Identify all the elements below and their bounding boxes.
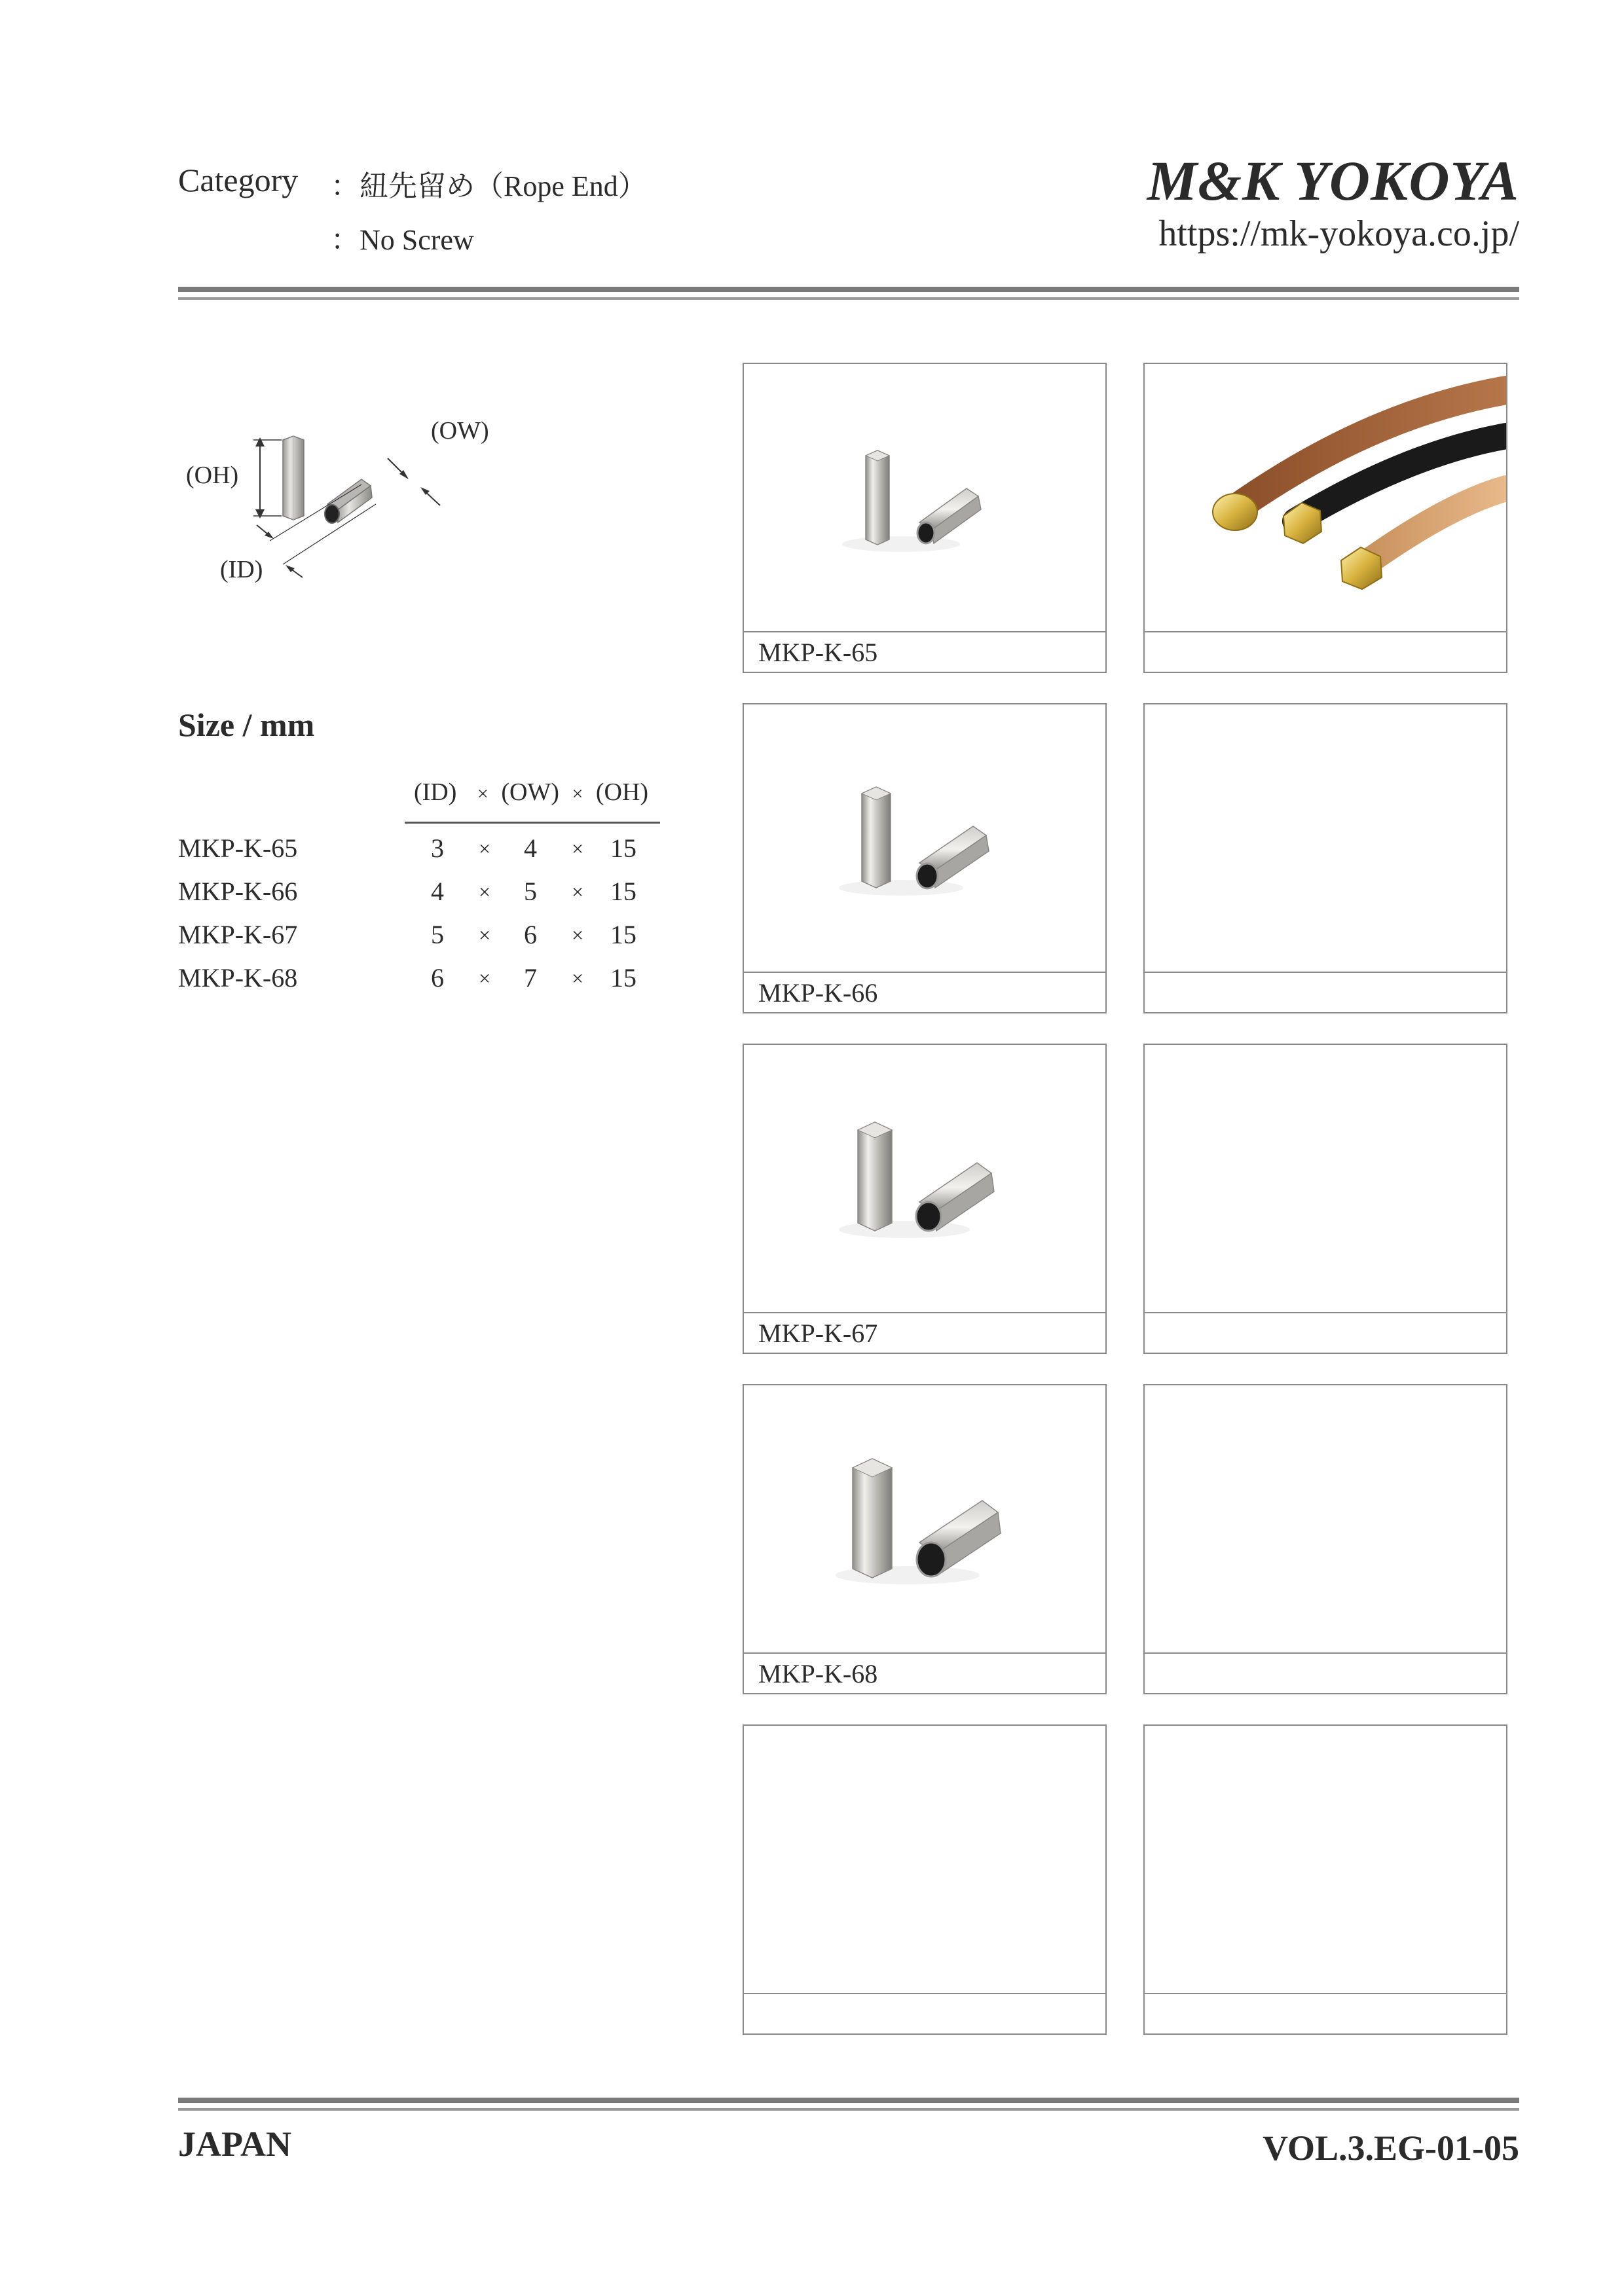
oh-value: 15 — [610, 877, 637, 906]
id-value: 6 — [431, 963, 444, 993]
product-caption — [1145, 1993, 1506, 2033]
empty-photo — [1145, 704, 1506, 973]
brand-logo: M&K YOKOYA — [1147, 149, 1519, 212]
times-sign: × — [571, 966, 584, 990]
footer-rule-top — [178, 2098, 1519, 2103]
ow-value: 7 — [524, 963, 537, 993]
oh-value: 15 — [610, 833, 637, 863]
table-row — [178, 962, 676, 1006]
product-photo — [744, 1045, 1105, 1313]
product-caption: MKP-K-66 — [744, 972, 1105, 1012]
footer-country: JAPAN — [178, 2124, 291, 2164]
product-caption — [1145, 972, 1506, 1012]
id-value: 5 — [431, 920, 444, 949]
product-caption: MKP-K-67 — [744, 1312, 1105, 1353]
dimension-diagram — [172, 406, 538, 602]
product-caption: MKP-K-65 — [744, 631, 1105, 672]
header-times-1: × — [477, 783, 489, 805]
size-table-header — [414, 778, 648, 807]
empty-photo — [744, 1726, 1105, 1994]
size-table-title: Size / mm — [178, 706, 315, 743]
model-name: MKP-K-68 — [178, 963, 298, 993]
product-caption — [1145, 631, 1506, 672]
times-sign: × — [478, 837, 491, 860]
times-sign: × — [478, 923, 491, 947]
standing-part-icon — [283, 436, 304, 520]
lying-part-icon — [325, 479, 372, 523]
empty-card — [1143, 1384, 1507, 1694]
oh-value: 15 — [610, 920, 637, 949]
header-oh: (OH) — [595, 778, 649, 806]
company-url-link[interactable]: https://mk-yokoya.co.jp/ — [1158, 213, 1519, 254]
model-name: MKP-K-65 — [178, 833, 298, 863]
empty-photo — [1145, 1726, 1506, 1994]
header-times-2: × — [572, 783, 583, 805]
header-ow: (OW) — [501, 778, 559, 806]
product-card-mkp-k-68[interactable] — [743, 1384, 1107, 1694]
table-row — [178, 919, 676, 962]
label-oh: (OH) — [186, 462, 239, 489]
header-rule-bottom — [178, 297, 1519, 300]
category-label: Category — [178, 162, 299, 198]
times-sign: × — [571, 837, 584, 860]
model-name: MKP-K-66 — [178, 877, 298, 906]
product-caption — [1145, 1652, 1506, 1693]
category-value-no-screw: ：No Screw — [331, 224, 474, 256]
product-caption — [1145, 1312, 1506, 1353]
oh-value: 15 — [610, 963, 637, 993]
product-card-application[interactable] — [1143, 363, 1507, 673]
times-sign: × — [571, 880, 584, 903]
empty-photo — [1145, 1385, 1506, 1654]
empty-photo — [1145, 1045, 1506, 1313]
header-rule-top — [178, 287, 1519, 292]
size-table-underline — [405, 822, 660, 824]
model-name: MKP-K-67 — [178, 920, 298, 949]
id-value: 3 — [431, 833, 444, 863]
footer-page-code: VOL.3.EG-01-05 — [1263, 2128, 1519, 2168]
footer-rule-bottom — [178, 2108, 1519, 2111]
application-photo — [1145, 364, 1506, 632]
product-photo — [744, 364, 1105, 632]
ow-value: 4 — [524, 833, 537, 863]
empty-card — [1143, 1724, 1507, 2035]
ow-value: 6 — [524, 920, 537, 949]
header-id: (ID) — [414, 778, 457, 806]
product-card-mkp-k-67[interactable] — [743, 1044, 1107, 1354]
table-row — [178, 876, 676, 919]
label-ow: (OW) — [431, 417, 489, 445]
empty-card — [743, 1724, 1107, 2035]
ow-value: 5 — [524, 877, 537, 906]
label-id: (ID) — [220, 556, 263, 583]
empty-card — [1143, 703, 1507, 1013]
times-sign: × — [571, 923, 584, 947]
times-sign: × — [478, 880, 491, 903]
product-card-mkp-k-65[interactable] — [743, 363, 1107, 673]
product-photo — [744, 1385, 1105, 1654]
product-card-mkp-k-66[interactable] — [743, 703, 1107, 1013]
table-row — [178, 833, 676, 876]
product-caption — [744, 1993, 1105, 2033]
times-sign: × — [478, 966, 491, 990]
category-value-rope-end: ：紐先留め（Rope End） — [331, 170, 647, 202]
id-value: 4 — [431, 877, 444, 906]
product-photo — [744, 704, 1105, 973]
empty-card — [1143, 1044, 1507, 1354]
product-caption: MKP-K-68 — [744, 1652, 1105, 1693]
